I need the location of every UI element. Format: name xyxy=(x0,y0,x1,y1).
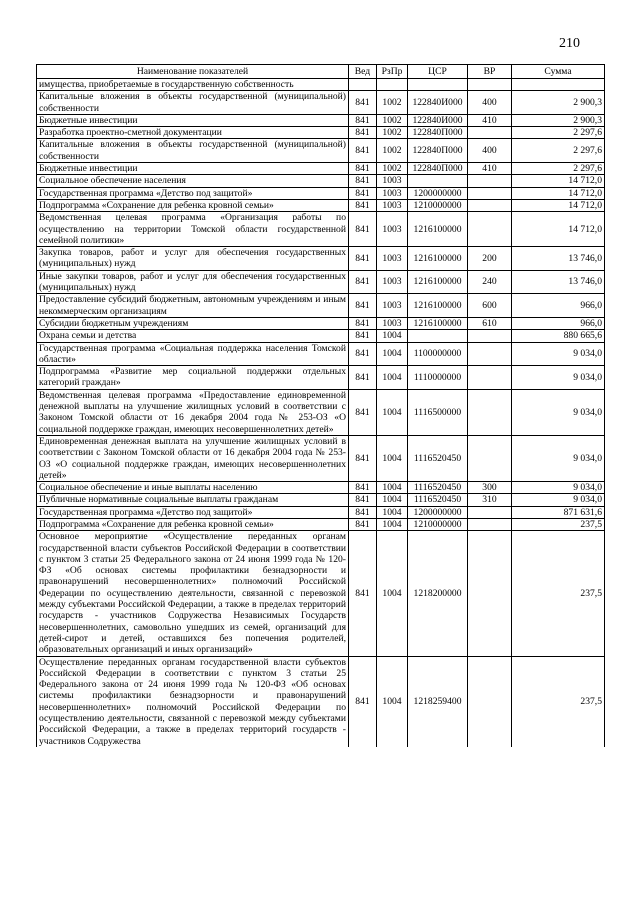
row-vr xyxy=(468,199,512,211)
row-rzpr: 1004 xyxy=(377,506,408,518)
row-name: Субсидии бюджетным учреждениям xyxy=(37,317,349,329)
row-vr xyxy=(468,531,512,656)
row-vr xyxy=(468,366,512,390)
table-row xyxy=(37,139,605,163)
table-row xyxy=(37,518,605,530)
row-sum: 966,0 xyxy=(512,294,605,318)
row-name: Публичные нормативные социальные выплаты гражданам xyxy=(37,494,349,506)
row-csr xyxy=(408,175,468,187)
row-csr: 1116520450 xyxy=(408,435,468,481)
row-csr: 1216100000 xyxy=(408,294,468,318)
header-csr: ЦСР xyxy=(408,65,468,79)
row-ved: 841 xyxy=(349,518,377,530)
row-vr: 300 xyxy=(468,482,512,494)
row-vr: 310 xyxy=(468,494,512,506)
row-vr xyxy=(468,342,512,366)
row-rzpr: 1004 xyxy=(377,389,408,435)
row-csr: 1218200000 xyxy=(408,531,468,656)
row-csr: 1200000000 xyxy=(408,506,468,518)
row-rzpr: 1004 xyxy=(377,518,408,530)
row-ved: 841 xyxy=(349,175,377,187)
row-csr: 1116520450 xyxy=(408,482,468,494)
table-row xyxy=(37,494,605,506)
row-csr xyxy=(408,330,468,342)
row-sum: 966,0 xyxy=(512,317,605,329)
row-sum: 237,5 xyxy=(512,531,605,656)
row-csr: 1216100000 xyxy=(408,247,468,271)
table-row xyxy=(37,435,605,481)
row-rzpr: 1002 xyxy=(377,139,408,163)
table-row xyxy=(37,270,605,294)
row-name: имущества, приобретаемые в государственную собственность xyxy=(37,79,349,91)
row-rzpr: 1004 xyxy=(377,366,408,390)
row-sum: 9 034,0 xyxy=(512,494,605,506)
table-body xyxy=(37,79,605,747)
row-rzpr: 1002 xyxy=(377,91,408,115)
row-sum: 2 297,6 xyxy=(512,127,605,139)
row-sum: 880 665,6 xyxy=(512,330,605,342)
row-name: Подпрограмма «Сохранение для ребенка кровной семьи» xyxy=(37,518,349,530)
row-ved: 841 xyxy=(349,114,377,126)
table-row xyxy=(37,127,605,139)
row-csr xyxy=(408,79,468,91)
row-csr: 1116500000 xyxy=(408,389,468,435)
row-csr: 1200000000 xyxy=(408,187,468,199)
row-csr: 1110000000 xyxy=(408,366,468,390)
row-name: Единовременная денежная выплата на улучшение жилищных условий в соответствии с Законом Томской области от 16 декабря 2004 года № 253-ОЗ «О социальной поддержке граждан, имеющих несовершеннолетних детей» xyxy=(37,435,349,481)
row-vr: 410 xyxy=(468,163,512,175)
row-rzpr: 1003 xyxy=(377,187,408,199)
row-csr: 1210000000 xyxy=(408,199,468,211)
table-header xyxy=(37,65,605,79)
row-name: Социальное обеспечение и иные выплаты населению xyxy=(37,482,349,494)
row-vr xyxy=(468,435,512,481)
row-csr: 122840П000 xyxy=(408,163,468,175)
table-row xyxy=(37,531,605,656)
row-ved: 841 xyxy=(349,163,377,175)
row-ved: 841 xyxy=(349,494,377,506)
row-name: Капитальные вложения в объекты государственной (муниципальной) собственности xyxy=(37,139,349,163)
row-ved: 841 xyxy=(349,482,377,494)
row-sum: 14 712,0 xyxy=(512,199,605,211)
row-vr xyxy=(468,656,512,747)
table-row xyxy=(37,91,605,115)
row-ved: 841 xyxy=(349,330,377,342)
row-rzpr: 1002 xyxy=(377,114,408,126)
row-vr: 410 xyxy=(468,114,512,126)
header-rzpr: РзПр xyxy=(377,65,408,79)
row-ved: 841 xyxy=(349,127,377,139)
table-row xyxy=(37,330,605,342)
table-row xyxy=(37,187,605,199)
row-vr xyxy=(468,330,512,342)
table-row xyxy=(37,366,605,390)
row-csr: 1210000000 xyxy=(408,518,468,530)
row-sum: 2 297,6 xyxy=(512,139,605,163)
row-name: Бюджетные инвестиции xyxy=(37,114,349,126)
row-rzpr: 1003 xyxy=(377,317,408,329)
row-ved: 841 xyxy=(349,389,377,435)
table-row xyxy=(37,317,605,329)
row-name: Предоставление субсидий бюджетным, автономным учреждениям и иным некоммерческим организациям xyxy=(37,294,349,318)
row-ved: 841 xyxy=(349,317,377,329)
row-name: Государственная программа «Социальная поддержка населения Томской области» xyxy=(37,342,349,366)
row-ved: 841 xyxy=(349,187,377,199)
row-rzpr: 1003 xyxy=(377,270,408,294)
row-vr xyxy=(468,212,512,247)
row-ved: 841 xyxy=(349,139,377,163)
row-ved: 841 xyxy=(349,247,377,271)
row-rzpr: 1004 xyxy=(377,482,408,494)
row-rzpr: 1003 xyxy=(377,247,408,271)
row-ved: 841 xyxy=(349,506,377,518)
row-rzpr: 1002 xyxy=(377,127,408,139)
row-rzpr: 1004 xyxy=(377,435,408,481)
row-csr: 1116520450 xyxy=(408,494,468,506)
row-vr xyxy=(468,79,512,91)
row-csr: 122840П000 xyxy=(408,127,468,139)
row-rzpr xyxy=(377,79,408,91)
row-rzpr: 1003 xyxy=(377,212,408,247)
table-row xyxy=(37,342,605,366)
row-vr xyxy=(468,389,512,435)
row-name: Подпрограмма «Развитие мер социальной поддержки отдельных категорий граждан» xyxy=(37,366,349,390)
table-row xyxy=(37,482,605,494)
row-name: Ведомственная целевая программа «Организация работы по осуществлению на территории Томской области государственной семейной политики» xyxy=(37,212,349,247)
row-sum: 9 034,0 xyxy=(512,366,605,390)
row-sum: 9 034,0 xyxy=(512,435,605,481)
row-csr: 122840П000 xyxy=(408,139,468,163)
row-rzpr: 1004 xyxy=(377,342,408,366)
row-ved xyxy=(349,79,377,91)
table-row xyxy=(37,114,605,126)
row-rzpr: 1004 xyxy=(377,330,408,342)
table-row xyxy=(37,199,605,211)
row-vr: 200 xyxy=(468,247,512,271)
row-rzpr: 1003 xyxy=(377,294,408,318)
row-vr xyxy=(468,518,512,530)
row-vr xyxy=(468,506,512,518)
row-name: Подпрограмма «Сохранение для ребенка кровной семьи» xyxy=(37,199,349,211)
row-name: Государственная программа «Детство под защитой» xyxy=(37,506,349,518)
row-csr: 122840И000 xyxy=(408,91,468,115)
row-name: Иные закупки товаров, работ и услуг для обеспечения государственных (муниципальных) нужд xyxy=(37,270,349,294)
row-rzpr: 1004 xyxy=(377,656,408,747)
row-ved: 841 xyxy=(349,199,377,211)
row-sum: 2 900,3 xyxy=(512,91,605,115)
row-sum: 14 712,0 xyxy=(512,187,605,199)
table-row xyxy=(37,212,605,247)
page-number: 210 xyxy=(559,36,580,51)
row-csr: 1216100000 xyxy=(408,212,468,247)
row-ved: 841 xyxy=(349,342,377,366)
row-sum: 2 297,6 xyxy=(512,163,605,175)
row-csr: 1218259400 xyxy=(408,656,468,747)
row-ved: 841 xyxy=(349,91,377,115)
row-vr: 240 xyxy=(468,270,512,294)
row-ved: 841 xyxy=(349,270,377,294)
row-sum: 9 034,0 xyxy=(512,342,605,366)
table-row xyxy=(37,389,605,435)
row-sum: 9 034,0 xyxy=(512,389,605,435)
table-row xyxy=(37,175,605,187)
row-ved: 841 xyxy=(349,531,377,656)
row-csr: 1216100000 xyxy=(408,270,468,294)
row-name: Капитальные вложения в объекты государственной (муниципальной) собственности xyxy=(37,91,349,115)
table-row xyxy=(37,294,605,318)
row-sum: 9 034,0 xyxy=(512,482,605,494)
header-name: Наименование показателей xyxy=(37,65,349,79)
row-sum: 13 746,0 xyxy=(512,247,605,271)
row-name: Основное мероприятие «Осуществление переданных органам государственной власти субъектов Российской Федерации в соответствии с пунктом 3 статьи 25 Федерального закона от 24 июня 1999 года № 120-ФЗ «Об основах системы профилактики безнадзорности и правонарушений несовершеннолетних» полномочий Российской Федерации по осуществлению деятельности, связанной с перевозкой между субъектами Российской Федерации, а также в пределах территорий государств - участников Содружества Независимых Государств несовершеннолетних, самовольно ушедших из семей, организаций для детей-сирот и детей, оставшихся без попечения родителей, образовательных организаций и иных организаций» xyxy=(37,531,349,656)
row-csr: 1216100000 xyxy=(408,317,468,329)
row-name: Охрана семьи и детства xyxy=(37,330,349,342)
row-vr xyxy=(468,187,512,199)
row-name: Бюджетные инвестиции xyxy=(37,163,349,175)
table-row xyxy=(37,247,605,271)
row-sum: 2 900,3 xyxy=(512,114,605,126)
row-rzpr: 1004 xyxy=(377,494,408,506)
row-vr xyxy=(468,127,512,139)
header-vr: ВР xyxy=(468,65,512,79)
row-ved: 841 xyxy=(349,656,377,747)
table-row xyxy=(37,163,605,175)
table-row xyxy=(37,656,605,747)
table-row xyxy=(37,506,605,518)
row-rzpr: 1002 xyxy=(377,163,408,175)
row-vr: 600 xyxy=(468,294,512,318)
row-sum: 871 631,6 xyxy=(512,506,605,518)
row-csr: 1100000000 xyxy=(408,342,468,366)
row-vr: 400 xyxy=(468,91,512,115)
row-rzpr: 1003 xyxy=(377,199,408,211)
row-ved: 841 xyxy=(349,435,377,481)
header-sum: Сумма xyxy=(512,65,605,79)
row-rzpr: 1003 xyxy=(377,175,408,187)
header-ved: Вед xyxy=(349,65,377,79)
row-ved: 841 xyxy=(349,366,377,390)
budget-table xyxy=(36,64,605,747)
row-sum: 13 746,0 xyxy=(512,270,605,294)
row-vr: 610 xyxy=(468,317,512,329)
table-row xyxy=(37,79,605,91)
row-sum: 14 712,0 xyxy=(512,212,605,247)
row-name: Осуществление переданных органам государственной власти субъектов Российской Федерации в соответствии с пунктом 3 статьи 25 Федерального закона от 24 июня 1999 года № 120-ФЗ «Об основах системы профилактики безнадзорности и правонарушений несовершеннолетних» полномочий Российской Федерации по осуществлению деятельности, связанной с перевозкой между субъектами Российской Федерации, а также в пределах территорий государств - участников Содружества xyxy=(37,656,349,747)
row-csr: 122840И000 xyxy=(408,114,468,126)
row-name: Государственная программа «Детство под защитой» xyxy=(37,187,349,199)
row-name: Ведомственная целевая программа «Предоставление единовременной денежной выплаты на улучшение жилищных условий в соответствии с Законом Томской области от 16 декабря 2004 года № 253-ОЗ «О социальной поддержке граждан, имеющих несовершеннолетних детей» xyxy=(37,389,349,435)
row-ved: 841 xyxy=(349,294,377,318)
row-sum: 14 712,0 xyxy=(512,175,605,187)
row-sum: 237,5 xyxy=(512,518,605,530)
row-sum xyxy=(512,79,605,91)
row-vr: 400 xyxy=(468,139,512,163)
row-ved: 841 xyxy=(349,212,377,247)
row-name: Разработка проектно-сметной документации xyxy=(37,127,349,139)
row-name: Социальное обеспечение населения xyxy=(37,175,349,187)
row-name: Закупка товаров, работ и услуг для обеспечения государственных (муниципальных) нужд xyxy=(37,247,349,271)
row-sum: 237,5 xyxy=(512,656,605,747)
row-vr xyxy=(468,175,512,187)
row-rzpr: 1004 xyxy=(377,531,408,656)
